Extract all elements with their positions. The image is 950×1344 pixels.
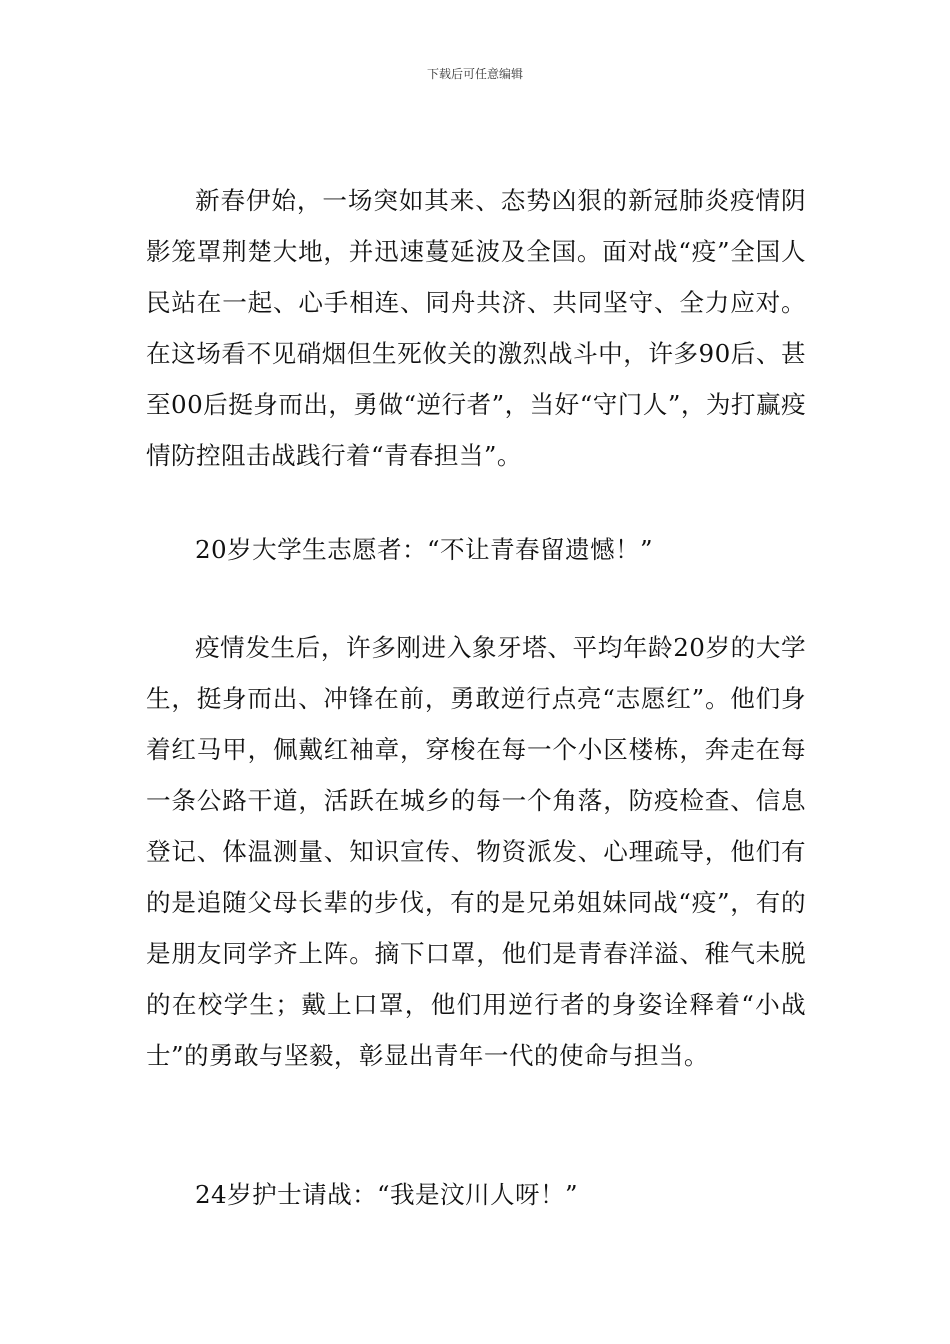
section-heading-nurse: 24岁护士请战：“我是汶川人呀！” (195, 1180, 578, 1209)
intro-paragraph: 新春伊始，一场突如其来、态势凶狠的新冠肺炎疫情阴影笼罩荆楚大地，并迅速蔓延波及全国。面对战“疫”全国人民站在一起、心手相连、同舟共济、共同坚守、全力应对。在这场看不见硝烟但生死攸关的激烈战斗中，许多90后、甚至00后挺身而出，勇做“逆行者”，当好“守门人”，为打赢疫情防控阻击战践行着“青春担当”。 (146, 186, 806, 470)
section-heading-volunteers: 20岁大学生志愿者：“不让青春留遗憾！” (195, 535, 653, 564)
page-header: 下载后可任意编辑 (426, 67, 523, 81)
volunteers-paragraph: 疫情发生后，许多刚进入象牙塔、平均年龄20岁的大学生，挺身而出、冲锋在前，勇敢逆行点亮“志愿红”。他们身着红马甲，佩戴红袖章，穿梭在每一个小区楼栋，奔走在每一条公路干道，活跃在城乡的每一个角落，防疫检查、信息登记、体温测量、知识宣传、物资派发、心理疏导，他们有的是追随父母长辈的步伐，有的是兄弟姐妹同战“疫”，有的是朋友同学齐上阵。摘下口罩，他们是青春洋溢、稚气未脱的在校学生；戴上口罩，他们用逆行者的身姿诠释着“小战士”的勇敢与坚毅，彰显出青年一代的使命与担当。 (146, 633, 806, 1070)
